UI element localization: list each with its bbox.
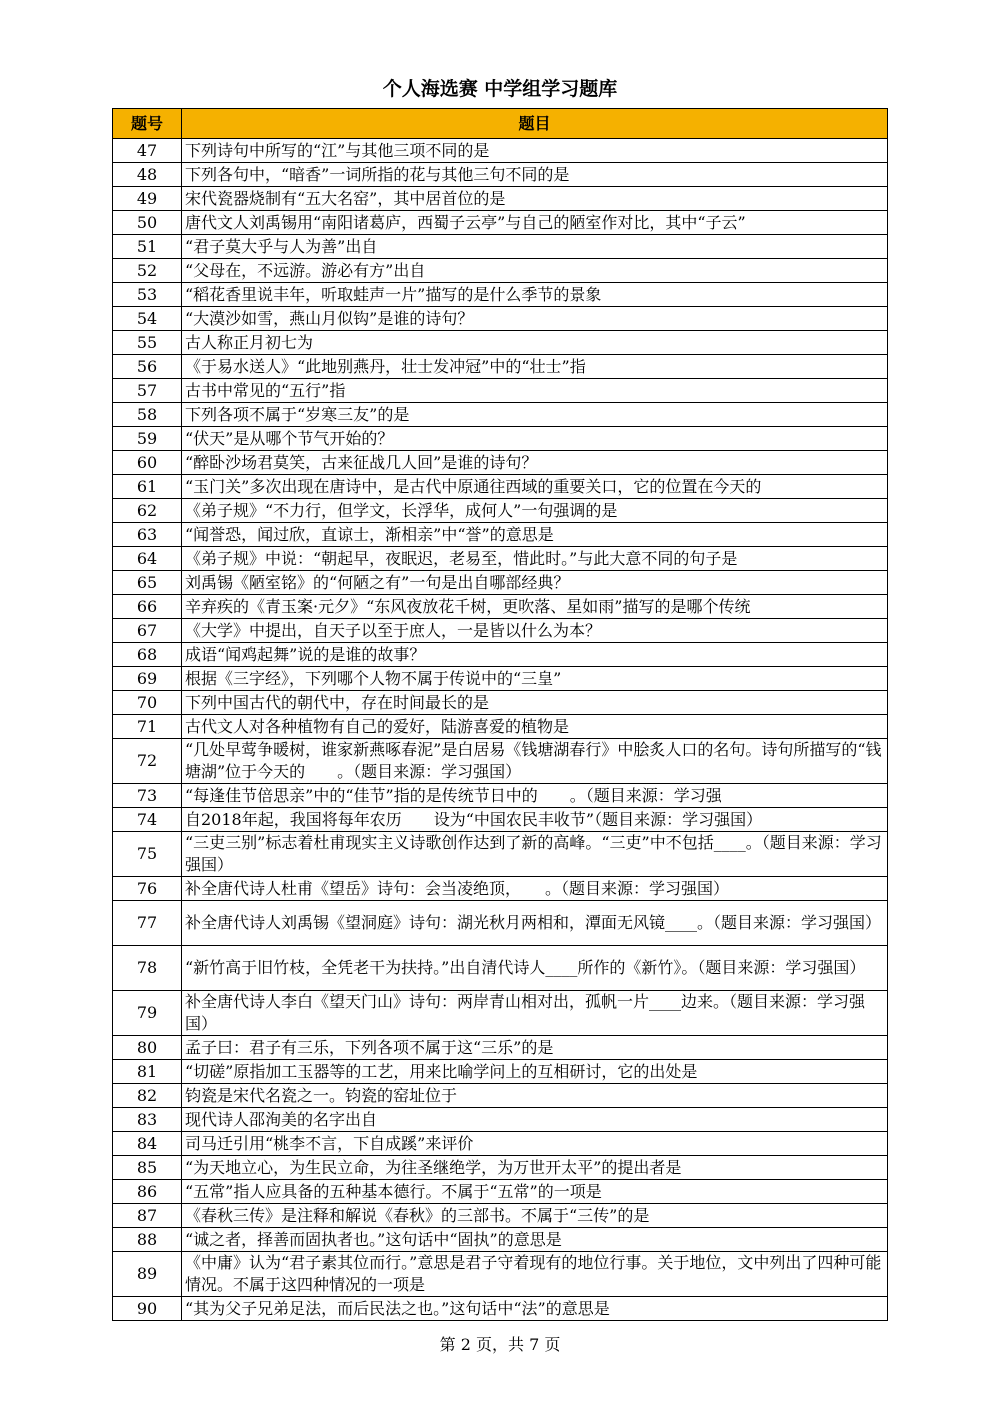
question-text: “醉卧沙场君莫笑，古来征战几人回”是谁的诗句？ xyxy=(182,451,888,475)
table-row xyxy=(113,307,888,331)
question-number: 84 xyxy=(113,1132,182,1156)
question-text: “父母在，不远游。游必有方”出自 xyxy=(182,259,888,283)
table-body xyxy=(113,139,888,1321)
table-row xyxy=(113,901,888,946)
table-row xyxy=(113,139,888,163)
question-text: 钧瓷是宋代名瓷之一。钧瓷的窑址位于 xyxy=(182,1084,888,1108)
question-text: 《大学》中提出，自天子以至于庶人，一是皆以什么为本？ xyxy=(182,619,888,643)
question-text: “闻誉恐，闻过欣，直谅士，渐相亲”中“誉”的意思是 xyxy=(182,523,888,547)
table-row xyxy=(113,1084,888,1108)
question-number: 57 xyxy=(113,379,182,403)
table-row xyxy=(113,1036,888,1060)
question-text: “每逢佳节倍思亲”中的“佳节”指的是传统节日中的 。（题目来源：学习强 xyxy=(182,784,888,808)
question-text: 古代文人对各种植物有自己的爱好，陆游喜爱的植物是 xyxy=(182,715,888,739)
question-number: 79 xyxy=(113,991,182,1036)
question-number: 88 xyxy=(113,1228,182,1252)
question-text: “大漠沙如雪，燕山月似钩”是谁的诗句？ xyxy=(182,307,888,331)
question-number: 68 xyxy=(113,643,182,667)
question-text: 《于易水送人》“此地别燕丹，壮士发冲冠”中的“壮士”指 xyxy=(182,355,888,379)
question-text: 孟子曰：君子有三乐，下列各项不属于这“三乐”的是 xyxy=(182,1036,888,1060)
table-row xyxy=(113,715,888,739)
question-number: 59 xyxy=(113,427,182,451)
question-text: “其为父子兄弟足法，而后民法之也。”这句话中“法”的意思是 xyxy=(182,1297,888,1321)
question-text: “五常”指人应具备的五种基本德行。不属于“五常”的一项是 xyxy=(182,1180,888,1204)
question-number: 65 xyxy=(113,571,182,595)
question-number: 61 xyxy=(113,475,182,499)
table-header-row xyxy=(113,109,888,139)
question-text: 补全唐代诗人刘禹锡《望洞庭》诗句：湖光秋月两相和，潭面无风镜____。（题目来源：学习强国） xyxy=(182,901,888,946)
question-table xyxy=(112,108,888,1321)
question-number: 67 xyxy=(113,619,182,643)
table-row xyxy=(113,595,888,619)
table-row xyxy=(113,1156,888,1180)
table-row xyxy=(113,427,888,451)
question-text: 下列中国古代的朝代中，存在时间最长的是 xyxy=(182,691,888,715)
question-number: 72 xyxy=(113,739,182,784)
question-number: 77 xyxy=(113,901,182,946)
table-row xyxy=(113,1297,888,1321)
table-row xyxy=(113,379,888,403)
question-number: 78 xyxy=(113,946,182,991)
question-text: “三吏三别”标志着杜甫现实主义诗歌创作达到了新的高峰。“三吏”中不包括____。（题目来源：学习强国） xyxy=(182,832,888,877)
question-text: “伏天”是从哪个节气开始的？ xyxy=(182,427,888,451)
table-row xyxy=(113,784,888,808)
question-number: 87 xyxy=(113,1204,182,1228)
table-row xyxy=(113,1060,888,1084)
question-text: 现代诗人邵洵美的名字出自 xyxy=(182,1108,888,1132)
question-text: 《弟子规》中说：“朝起早，夜眠迟，老易至，惜此时。”与此大意不同的句子是 xyxy=(182,547,888,571)
question-number: 86 xyxy=(113,1180,182,1204)
table-row xyxy=(113,1108,888,1132)
table-row xyxy=(113,571,888,595)
table-row xyxy=(113,163,888,187)
question-number: 62 xyxy=(113,499,182,523)
question-text: 刘禹锡《陋室铭》的“何陋之有”一句是出自哪部经典？ xyxy=(182,571,888,595)
table-row xyxy=(113,331,888,355)
question-number: 83 xyxy=(113,1108,182,1132)
question-text: 古人称正月初七为 xyxy=(182,331,888,355)
table-row xyxy=(113,499,888,523)
question-text: 《弟子规》“不力行，但学文，长浮华，成何人”一句强调的是 xyxy=(182,499,888,523)
header-number: 题号 xyxy=(113,109,182,139)
table-row xyxy=(113,946,888,991)
question-number: 63 xyxy=(113,523,182,547)
table-row xyxy=(113,1132,888,1156)
question-number: 53 xyxy=(113,283,182,307)
table-row xyxy=(113,991,888,1036)
question-number: 47 xyxy=(113,139,182,163)
table-row xyxy=(113,283,888,307)
question-number: 51 xyxy=(113,235,182,259)
question-text: 《春秋三传》是注释和解说《春秋》的三部书。不属于“三传”的是 xyxy=(182,1204,888,1228)
table-row xyxy=(113,643,888,667)
table-row xyxy=(113,1252,888,1297)
table-row xyxy=(113,475,888,499)
question-number: 81 xyxy=(113,1060,182,1084)
question-text: “君子莫大乎与人为善”出自 xyxy=(182,235,888,259)
question-text: 补全唐代诗人杜甫《望岳》诗句：会当凌绝顶， 。（题目来源：学习强国） xyxy=(182,877,888,901)
page-title: 个人海选赛 中学组学习题库 xyxy=(382,78,618,100)
table-row xyxy=(113,211,888,235)
question-number: 82 xyxy=(113,1084,182,1108)
question-number: 48 xyxy=(113,163,182,187)
question-text: 补全唐代诗人李白《望天门山》诗句：两岸青山相对出，孤帆一片____边来。（题目来源：学习强国） xyxy=(182,991,888,1036)
table-row xyxy=(113,667,888,691)
table-row xyxy=(113,739,888,784)
table-row xyxy=(113,547,888,571)
question-text: “为天地立心，为生民立命，为往圣继绝学，为万世开太平”的提出者是 xyxy=(182,1156,888,1180)
question-number: 70 xyxy=(113,691,182,715)
question-number: 54 xyxy=(113,307,182,331)
question-text: 《中庸》认为“君子素其位而行。”意思是君子守着现有的地位行事。关于地位，文中列出了四种可能情况。不属于这四种情况的一项是 xyxy=(182,1252,888,1297)
question-number: 52 xyxy=(113,259,182,283)
table-row xyxy=(113,187,888,211)
question-number: 66 xyxy=(113,595,182,619)
question-number: 85 xyxy=(113,1156,182,1180)
question-number: 69 xyxy=(113,667,182,691)
question-text: “新竹高于旧竹枝，全凭老干为扶持。”出自清代诗人____所作的《新竹》。（题目来源：学习强国） xyxy=(182,946,888,991)
question-text: 古书中常见的“五行”指 xyxy=(182,379,888,403)
question-number: 64 xyxy=(113,547,182,571)
question-number: 90 xyxy=(113,1297,182,1321)
question-text: “玉门关”多次出现在唐诗中，是古代中原通往西域的重要关口，它的位置在今天的 xyxy=(182,475,888,499)
question-text: 司马迁引用“桃李不言，下自成蹊”来评价 xyxy=(182,1132,888,1156)
table-row xyxy=(113,259,888,283)
table-row xyxy=(113,403,888,427)
question-number: 55 xyxy=(113,331,182,355)
question-number: 71 xyxy=(113,715,182,739)
header-question: 题目 xyxy=(182,109,888,139)
question-text: 下列各句中，“暗香”一词所指的花与其他三句不同的是 xyxy=(182,163,888,187)
question-text: “稻花香里说丰年，听取蛙声一片”描写的是什么季节的景象 xyxy=(182,283,888,307)
table-row xyxy=(113,808,888,832)
table-row xyxy=(113,235,888,259)
question-number: 49 xyxy=(113,187,182,211)
question-number: 89 xyxy=(113,1252,182,1297)
question-number: 73 xyxy=(113,784,182,808)
question-number: 58 xyxy=(113,403,182,427)
question-number: 50 xyxy=(113,211,182,235)
table-row xyxy=(113,451,888,475)
table-row xyxy=(113,691,888,715)
question-number: 56 xyxy=(113,355,182,379)
table-row xyxy=(113,877,888,901)
question-text: 下列各项不属于“岁寒三友”的是 xyxy=(182,403,888,427)
question-text: “几处早莺争暖树，谁家新燕啄春泥”是白居易《钱塘湖春行》中脍炙人口的名句。诗句所描写的“钱塘湖”位于今天的 。（题目来源：学习强国） xyxy=(182,739,888,784)
table-row xyxy=(113,832,888,877)
table-row xyxy=(113,523,888,547)
table-row xyxy=(113,619,888,643)
question-text: “诚之者，择善而固执者也。”这句话中“固执”的意思是 xyxy=(182,1228,888,1252)
table-row xyxy=(113,355,888,379)
question-text: 唐代文人刘禹锡用“南阳诸葛庐，西蜀子云亭”与自己的陋室作对比，其中“子云” xyxy=(182,211,888,235)
question-text: “切磋”原指加工玉器等的工艺，用来比喻学问上的互相研讨，它的出处是 xyxy=(182,1060,888,1084)
question-number: 75 xyxy=(113,832,182,877)
question-text: 自2018年起，我国将每年农历 设为“中国农民丰收节”（题目来源：学习强国） xyxy=(182,808,888,832)
table-row xyxy=(113,1228,888,1252)
question-text: 根据《三字经》，下列哪个人物不属于传说中的“三皇” xyxy=(182,667,888,691)
table-row xyxy=(113,1204,888,1228)
question-number: 60 xyxy=(113,451,182,475)
question-number: 74 xyxy=(113,808,182,832)
question-text: 宋代瓷器烧制有“五大名窑”，其中居首位的是 xyxy=(182,187,888,211)
question-number: 76 xyxy=(113,877,182,901)
question-text: 辛弃疾的《青玉案·元夕》“东风夜放花千树，更吹落、星如雨”描写的是哪个传统 xyxy=(182,595,888,619)
question-text: 下列诗句中所写的“江”与其他三项不同的是 xyxy=(182,139,888,163)
table-row xyxy=(113,1180,888,1204)
question-text: 成语“闻鸡起舞”说的是谁的故事？ xyxy=(182,643,888,667)
page-footer: 第 2 页，共 7 页 xyxy=(439,1335,561,1354)
question-number: 80 xyxy=(113,1036,182,1060)
